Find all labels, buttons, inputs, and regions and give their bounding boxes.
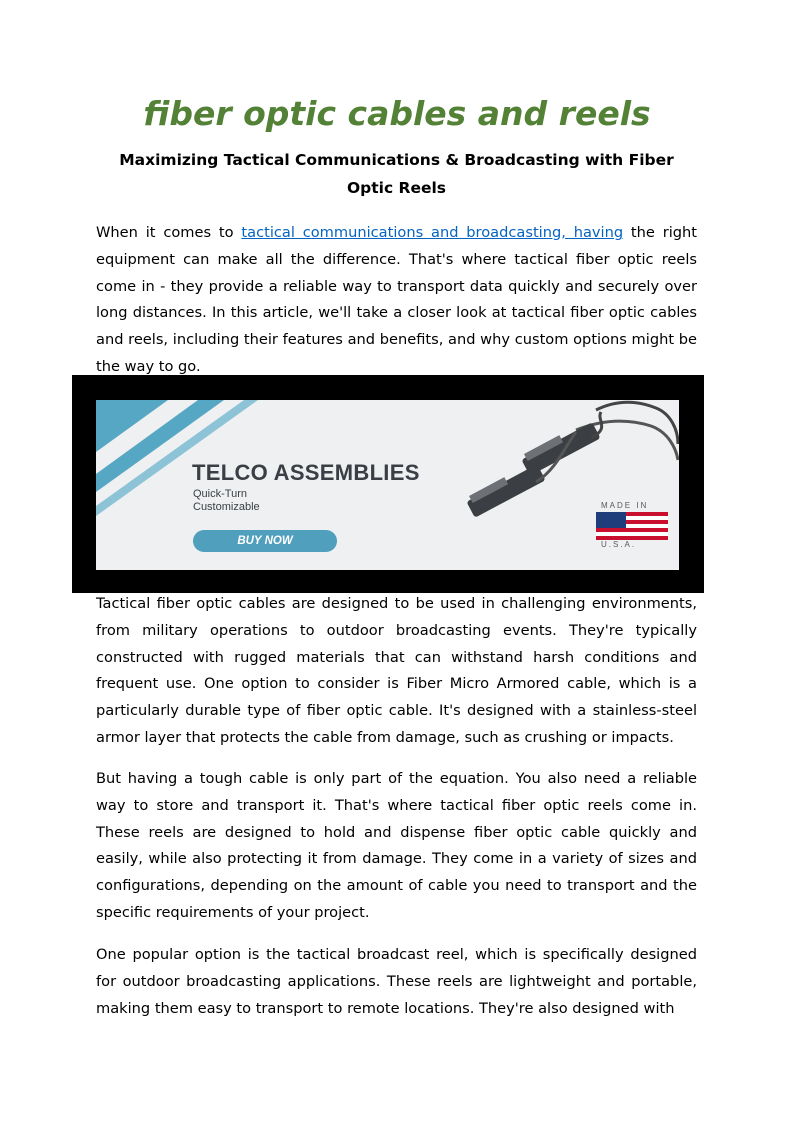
intro-text-before-link: When it comes to: [96, 224, 242, 241]
body-paragraph-reels: But having a tough cable is only part of the equation. You also need a reliable way to store and transport it. That's where tactical fiber optic reels come in. These reels are designed to hold and dispense fiber optic cable quickly and easily, while also protecting it from damage. They come in a variety of sizes and configurations, depending on the amount of cable you need to transport and the specific requirements of your project.: [96, 770, 697, 921]
made-in-label: MADE IN: [601, 501, 649, 510]
banner-line-customizable: Customizable: [193, 501, 260, 513]
page-subtitle: Maximizing Tactical Communications & Broadcasting with Fiber Optic Reels: [119, 151, 674, 197]
intro-paragraph: [96, 220, 697, 381]
banner-title: TELCO ASSEMBLIES: [192, 460, 420, 485]
tactical-communications-link[interactable]: tactical communications and broadcasting, having: [241, 224, 624, 241]
banner-image-frame: [72, 375, 704, 593]
intro-text-after-link: the right equipment can make all the difference. That's where tactical fiber optic reels come in - they provide a reliable way to transport data quickly and securely over long distances. In this article, we'll take a closer look at tactical fiber optic cables and reels, including their features and benefits, and why custom options might be the way to go.: [96, 224, 697, 375]
usa-label: U.S.A.: [601, 540, 637, 549]
body-paragraph-cables: Tactical fiber optic cables are designed to be used in challenging environments, from military operations to outdoor broadcasting events. They're typically constructed with rugged materials that can withstand harsh conditions and frequent use. One option to consider is Fiber Micro Armored cable, which is a particularly durable type of fiber optic cable. It's designed with a stainless-steel armor layer that protects the cable from damage, such as crushing or impacts.: [96, 595, 697, 746]
telco-assemblies-banner[interactable]: [96, 400, 679, 570]
page-title: fiber optic cables and reels: [143, 94, 651, 133]
banner-line-quick-turn: Quick-Turn: [193, 488, 247, 500]
us-flag-icon: [596, 512, 668, 540]
buy-now-button[interactable]: BUY NOW: [193, 530, 337, 552]
body-paragraph-broadcast-reel: One popular option is the tactical broadcast reel, which is specifically designed for outdoor broadcasting applications. These reels are lightweight and portable, making them easy to transport to remote locations. They're also designed with: [96, 946, 697, 1017]
